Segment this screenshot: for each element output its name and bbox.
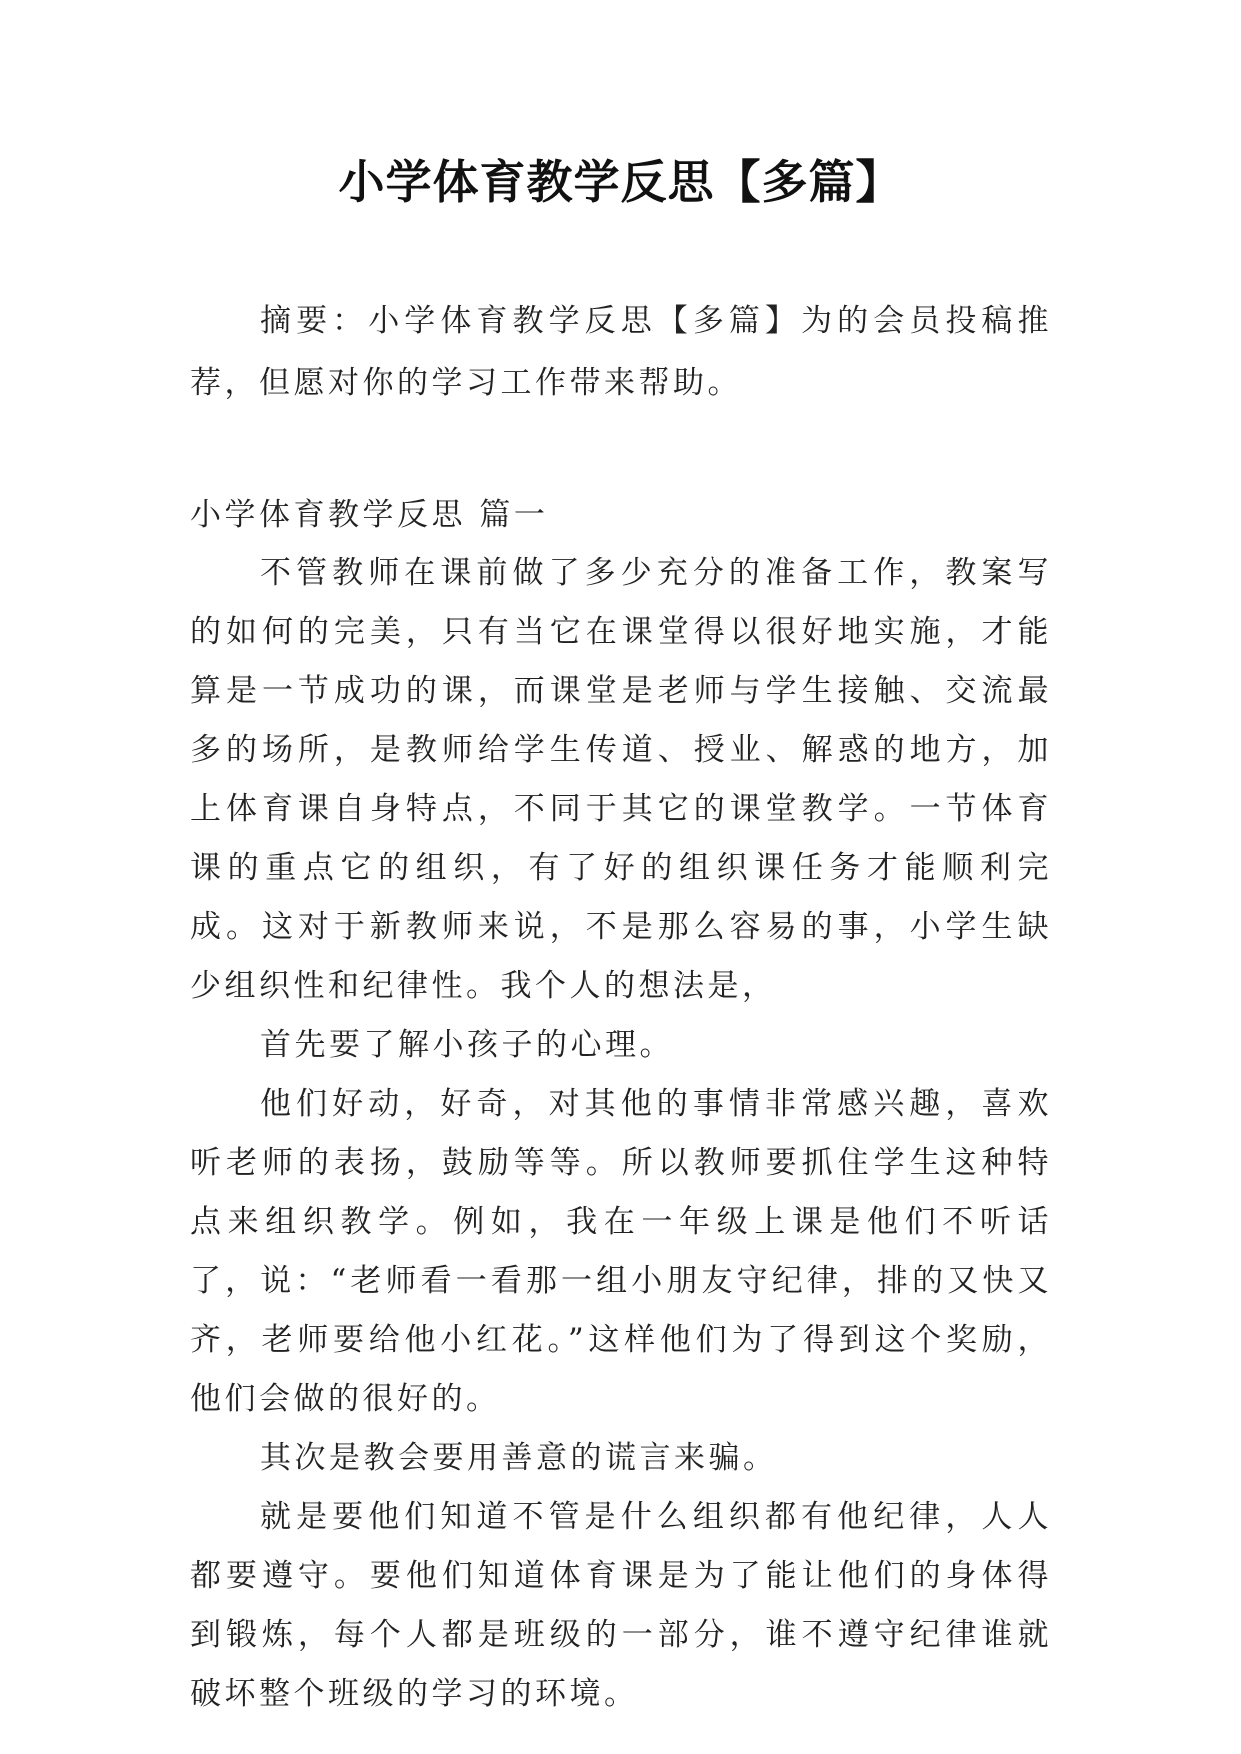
body-paragraph: 首先要了解小孩子的心理。	[260, 1027, 674, 1063]
body-paragraph: 不管教师在课前做了多少充分的准备工作，教案写的如何的完美，只有当它在课堂得以很好地实施，才能算是一节成功的课，而课堂是老师与学生接触、交流最多的场所，是教师给学生传道、授业、解惑的地方，加上体育课自身特点，不同于其它的课堂教学。一节体育课的重点它的组织，有了好的组织课任务才能顺利完成。这对于新教师来说，不是那么容易的事，小学生缺少组织性和纪律性。我个人的想法是，	[190, 555, 1052, 1004]
document-title: 小学体育教学反思【多篇】	[338, 155, 903, 209]
abstract-paragraph: 摘要：小学体育教学反思【多篇】为的会员投稿推荐，但愿对你的学习工作带来帮助。	[190, 303, 1052, 401]
body-paragraph: 就是要他们知道不管是什么组织都有他纪律，人人都要遵守。要他们知道体育课是为了能让他们的身体得到锻炼，每个人都是班级的一部分，谁不遵守纪律谁就破坏整个班级的学习的环境。	[190, 1499, 1052, 1712]
body-paragraph: 其次是教会要用善意的谎言来骗。	[260, 1440, 778, 1476]
document-body	[190, 290, 1052, 1724]
body-paragraph: 他们好动，好奇，对其他的事情非常感兴趣，喜欢听老师的表扬，鼓励等等。所以教师要抓住学生这种特点来组织教学。例如，我在一年级上课是他们不听话了，说：“老师看一看那一组小朋友守纪律，排的又快又齐，老师要给他小红花。”这样他们为了得到这个奖励，他们会做的很好的。	[190, 1086, 1052, 1417]
section-heading: 小学体育教学反思 篇一	[190, 497, 549, 533]
